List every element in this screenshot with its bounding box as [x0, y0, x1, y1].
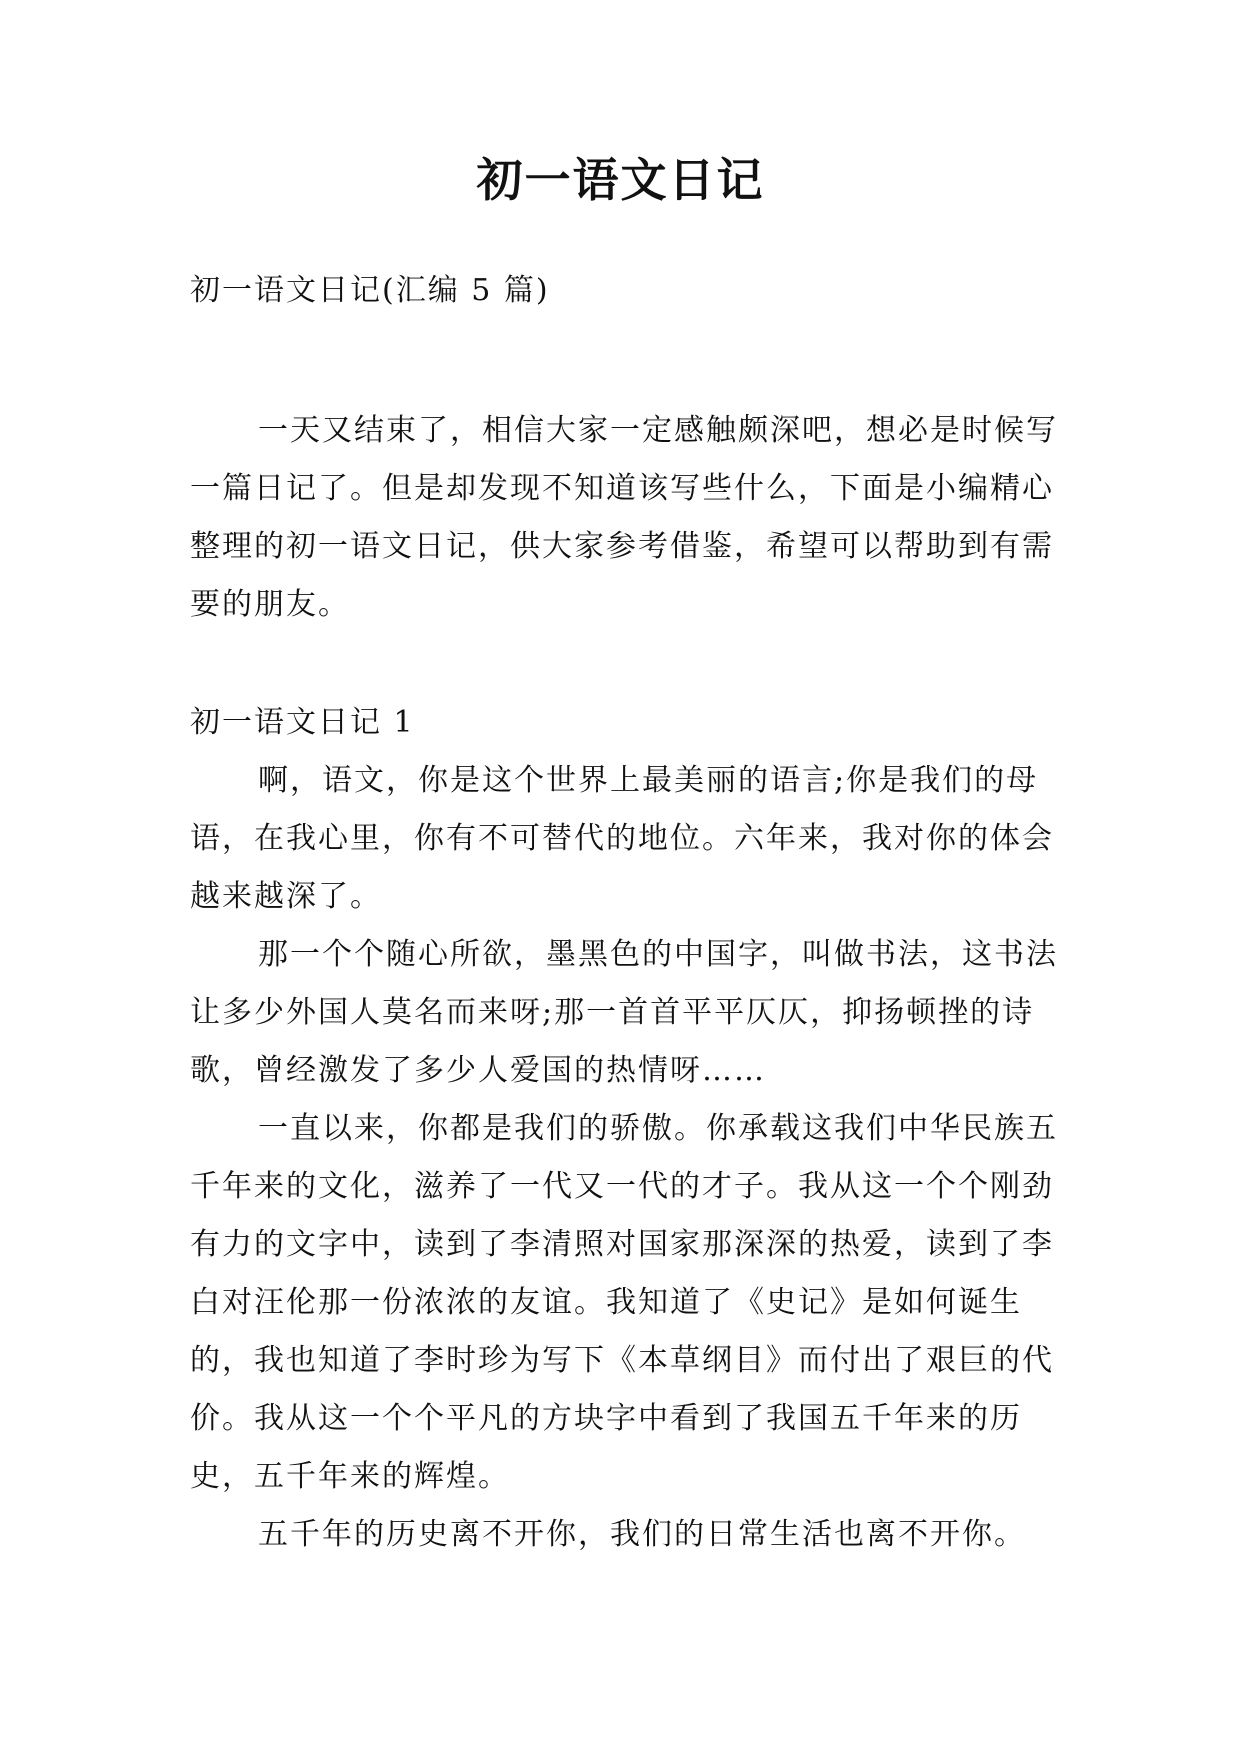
document-subtitle: 初一语文日记(汇编 5 篇) [190, 273, 550, 308]
intro-paragraph: 一天又结束了，相信大家一定感触颇深吧，想必是时候写一篇日记了。但是却发现不知道该写些什么，下面是小编精心整理的初一语文日记，供大家参考借鉴，希望可以帮助到有需要的朋友。 [190, 413, 1058, 622]
section-heading: 初一语文日记 1 [190, 705, 415, 740]
document-title: 初一语文日记 [476, 153, 765, 207]
body-paragraph: 五千年的历史离不开你，我们的日常生活也离不开你。 [258, 1517, 1026, 1552]
body-paragraph: 啊，语文，你是这个世界上最美丽的语言;你是我们的母语，在我心里，你有不可替代的地位。六年来，我对你的体会越来越深了。 [190, 763, 1054, 914]
body-paragraph: 那一个个随心所欲，墨黑色的中国字，叫做书法，这书法让多少外国人莫名而来呀;那一首首平平仄仄，抑扬顿挫的诗歌，曾经激发了多少人爱国的热情呀…… [190, 937, 1058, 1088]
body-paragraph: 一直以来，你都是我们的骄傲。你承载这我们中华民族五千年来的文化，滋养了一代又一代的才子。我从这一个个刚劲有力的文字中，读到了李清照对国家那深深的热爱，读到了李白对汪伦那一份浓浓的友谊。我知道了《史记》是如何诞生的，我也知道了李时珍为写下《本草纲目》而付出了艰巨的代价。我从这一个个平凡的方块字中看到了我国五千年来的历史，五千年来的辉煌。 [190, 1111, 1058, 1494]
